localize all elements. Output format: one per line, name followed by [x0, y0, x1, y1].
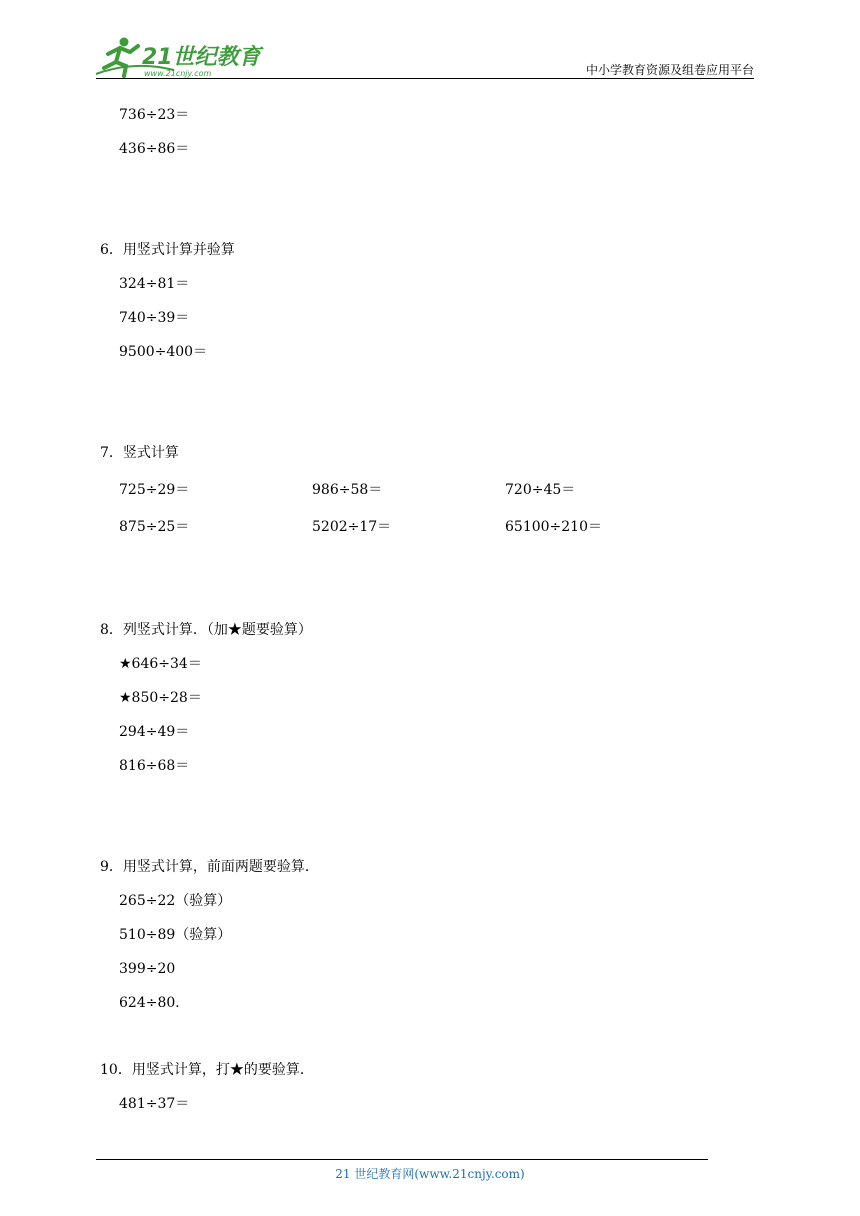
q9-item-4: 624÷80．: [119, 995, 190, 1011]
svg-text:21世纪教育: 21世纪教育: [142, 45, 261, 70]
q10-title: 10．用竖式计算，打★的要验算．: [100, 1062, 314, 1078]
header-divider: [96, 78, 754, 79]
top-item-1: 736÷23＝: [119, 107, 190, 123]
runner-logo-icon: [94, 34, 274, 80]
q8-item-1: ★646÷34＝: [119, 656, 202, 672]
site-logo: [94, 34, 274, 80]
q7-r2-c3: 65100÷210＝: [505, 519, 602, 535]
q6-item-1: 324÷81＝: [119, 276, 190, 292]
q7-title: 7．竖式计算: [100, 445, 179, 461]
q7-r2-c1: 875÷25＝: [119, 519, 190, 535]
q8-title: 8．列竖式计算．（加★题要验算）: [100, 622, 312, 638]
q9-item-1: 265÷22（验算）: [119, 893, 232, 909]
top-item-2: 436÷86＝: [119, 141, 190, 157]
svg-text:www.21cnjy.com: www.21cnjy.com: [144, 69, 212, 78]
q10-item-1: 481÷37＝: [119, 1096, 190, 1112]
q6-item-3: 9500÷400＝: [119, 344, 208, 360]
footer-site-link[interactable]: 21 世纪教育网(www.21cnjy.com): [335, 1167, 525, 1181]
q7-r1-c3: 720÷45＝: [505, 482, 576, 498]
header-platform-text: 中小学教育资源及组卷应用平台: [585, 63, 754, 77]
q6-item-2: 740÷39＝: [119, 310, 190, 326]
q9-item-2: 510÷89（验算）: [119, 927, 232, 943]
q8-item-2: ★850÷28＝: [119, 690, 202, 706]
q7-r1-c1: 725÷29＝: [119, 482, 190, 498]
q8-item-3: 294÷49＝: [119, 724, 190, 740]
q6-title: 6．用竖式计算并验算: [100, 242, 235, 258]
q8-item-4: 816÷68＝: [119, 758, 190, 774]
q9-title: 9．用竖式计算，前面两题要验算．: [100, 859, 319, 875]
q7-r1-c2: 986÷58＝: [312, 482, 383, 498]
footer-divider: [96, 1159, 708, 1160]
q9-item-3: 399÷20: [119, 961, 176, 977]
q7-r2-c2: 5202÷17＝: [312, 519, 392, 535]
